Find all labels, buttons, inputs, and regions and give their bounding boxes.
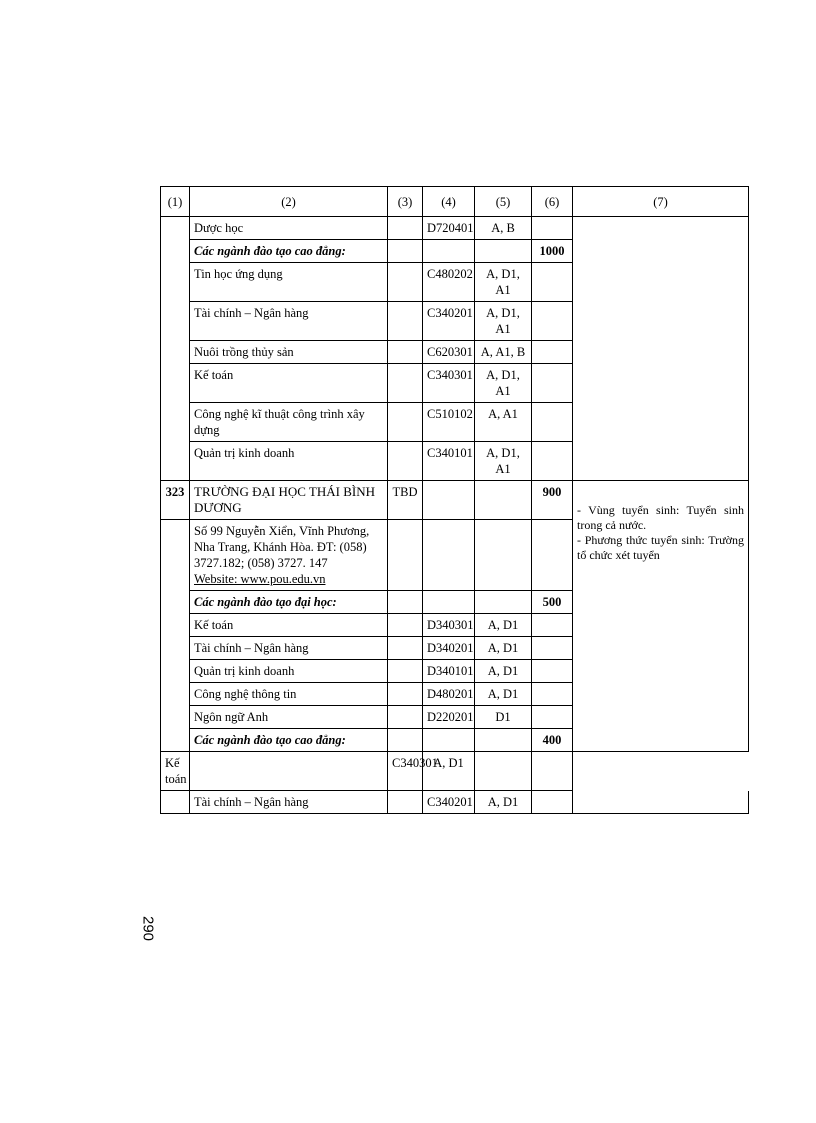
note-method: - Phương thức tuyển sinh: Trường tổ chức xét tuyển bbox=[577, 533, 744, 562]
exam-blocks: A, D1 bbox=[475, 683, 532, 706]
stt-cell-empty bbox=[161, 520, 190, 752]
major-name: Tài chính – Ngân hàng bbox=[190, 791, 388, 814]
school-notes bbox=[573, 481, 749, 752]
major-code: C340201 bbox=[423, 791, 475, 814]
school-college-heading: Các ngành đào tạo cao đẳng: bbox=[190, 729, 388, 752]
major-code: C340201 bbox=[423, 302, 475, 341]
major-name: Tin học ứng dụng bbox=[190, 263, 388, 302]
exam-blocks: A, D1, A1 bbox=[475, 263, 532, 302]
school-row bbox=[161, 481, 749, 520]
school-address-cell bbox=[190, 520, 388, 591]
major-code: C480202 bbox=[423, 263, 475, 302]
college-heading: Các ngành đào tạo cao đẳng: bbox=[190, 240, 388, 263]
major-code: D480201 bbox=[423, 683, 475, 706]
exam-blocks: D1 bbox=[475, 706, 532, 729]
major-code: D220201 bbox=[423, 706, 475, 729]
exam-blocks: A, D1 bbox=[423, 752, 475, 791]
major-code: C340301 bbox=[388, 752, 423, 791]
column-header: (2) bbox=[190, 187, 388, 217]
column-header: (3) bbox=[388, 187, 423, 217]
exam-blocks: A, D1 bbox=[475, 637, 532, 660]
major-code: D340301 bbox=[423, 614, 475, 637]
college-quota: 1000 bbox=[532, 240, 573, 263]
major-name: Tài chính – Ngân hàng bbox=[190, 637, 388, 660]
school-address: Số 99 Nguyễn Xiển, Vĩnh Phương, Nha Trang, Khánh Hòa. ĐT: (058) 3727.182; (058) 3727. 147 bbox=[194, 524, 370, 570]
major-code: D340201 bbox=[423, 637, 475, 660]
major-name: Tài chính – Ngân hàng bbox=[190, 302, 388, 341]
major-name: Kế toán bbox=[190, 364, 388, 403]
exam-blocks: A, D1, A1 bbox=[475, 302, 532, 341]
major-code: C620301 bbox=[423, 341, 475, 364]
major-name: Quản trị kinh doanh bbox=[190, 660, 388, 683]
exam-blocks: A, D1 bbox=[475, 660, 532, 683]
major-code: D720401 bbox=[423, 217, 475, 240]
note-region: - Vùng tuyển sinh: Tuyển sinh trong cả nước. bbox=[577, 503, 744, 532]
page-number: 290 bbox=[139, 915, 157, 942]
table-row bbox=[161, 752, 749, 791]
admissions-table bbox=[160, 186, 749, 814]
column-header: (5) bbox=[475, 187, 532, 217]
stt-cell-empty bbox=[161, 217, 190, 481]
major-name: Dược học bbox=[190, 217, 388, 240]
school-name: TRƯỜNG ĐẠI HỌC THÁI BÌNH DƯƠNG bbox=[190, 481, 388, 520]
major-name: Kế toán bbox=[161, 752, 190, 791]
univ-heading: Các ngành đào tạo đại học: bbox=[190, 591, 388, 614]
column-header: (7) bbox=[573, 187, 749, 217]
exam-blocks: A, A1 bbox=[475, 403, 532, 442]
major-code: C510102 bbox=[423, 403, 475, 442]
school-quota: 900 bbox=[532, 481, 573, 520]
table-row bbox=[161, 217, 749, 240]
notes-cell-empty bbox=[573, 217, 749, 481]
column-header: (1) bbox=[161, 187, 190, 217]
major-name: Kế toán bbox=[190, 614, 388, 637]
univ-quota: 500 bbox=[532, 591, 573, 614]
exam-blocks: A, B bbox=[475, 217, 532, 240]
major-code: C340101 bbox=[423, 442, 475, 481]
column-header: (4) bbox=[423, 187, 475, 217]
exam-blocks: A, A1, B bbox=[475, 341, 532, 364]
exam-blocks: A, D1 bbox=[475, 791, 532, 814]
major-name: Quản trị kinh doanh bbox=[190, 442, 388, 481]
major-name: Công nghệ thông tin bbox=[190, 683, 388, 706]
school-stt: 323 bbox=[161, 481, 190, 520]
major-name: Ngôn ngữ Anh bbox=[190, 706, 388, 729]
header-row bbox=[161, 187, 749, 217]
exam-blocks: A, D1 bbox=[475, 614, 532, 637]
exam-blocks: A, D1, A1 bbox=[475, 364, 532, 403]
exam-blocks: A, D1, A1 bbox=[475, 442, 532, 481]
school-website: Website: www.pou.edu.vn bbox=[194, 572, 326, 586]
table-row bbox=[161, 791, 749, 814]
school-college-quota: 400 bbox=[532, 729, 573, 752]
major-code: D340101 bbox=[423, 660, 475, 683]
major-name: Công nghệ kĩ thuật công trình xây dựng bbox=[190, 403, 388, 442]
major-name: Nuôi trồng thủy sản bbox=[190, 341, 388, 364]
column-header: (6) bbox=[532, 187, 573, 217]
school-symbol: TBD bbox=[388, 481, 423, 520]
major-code: C340301 bbox=[423, 364, 475, 403]
